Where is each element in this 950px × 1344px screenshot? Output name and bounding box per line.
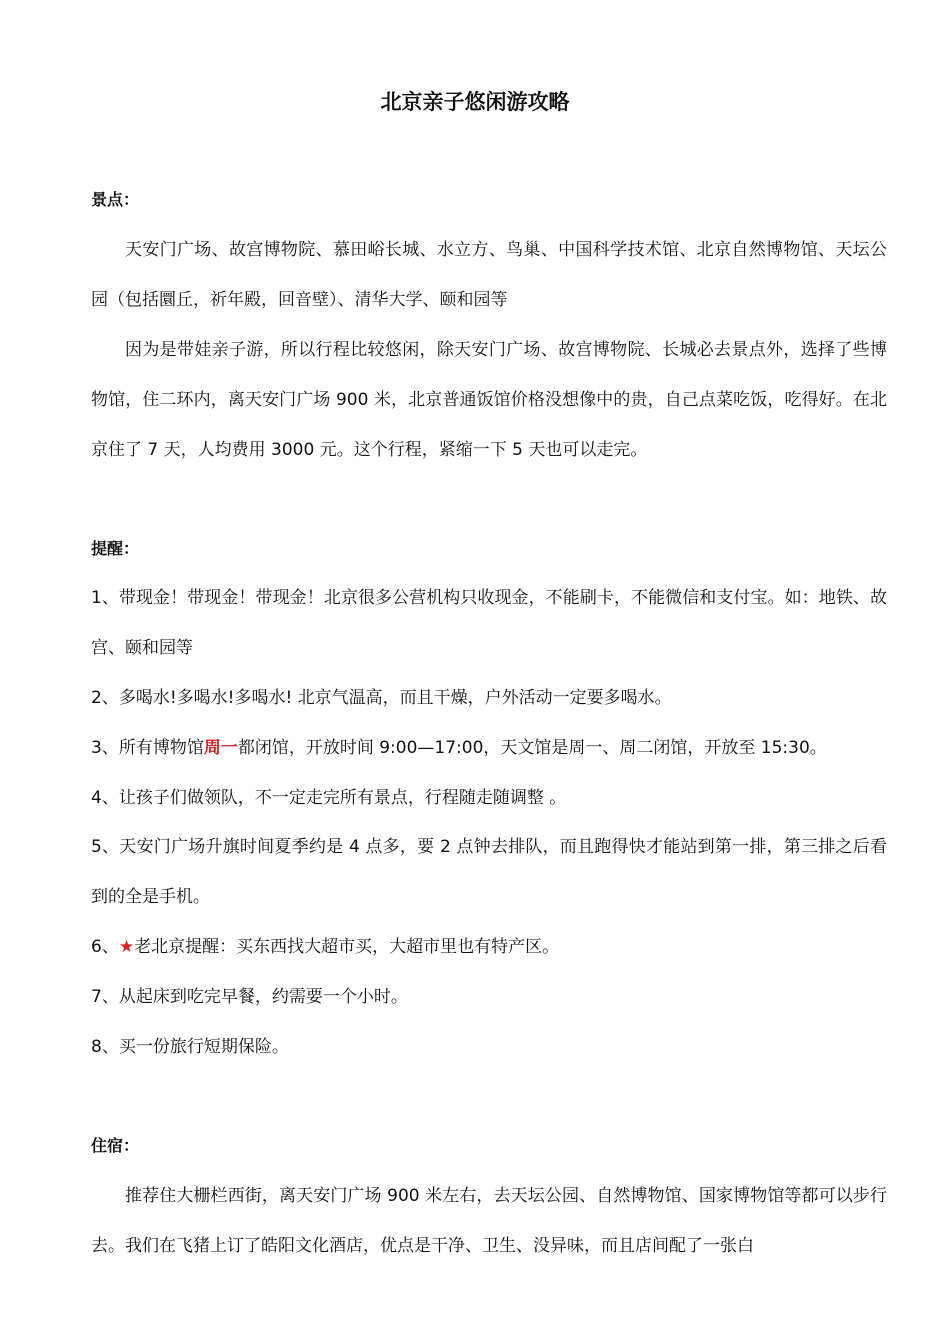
attractions-paragraph-2: 因为是带娃亲子游，所以行程比较悠闲，除天安门广场、故宫博物院、长城必去景点外，选择了些博物馆，住二环内，离天安门广场 900 米，北京普通饭馆价格没想像中的贵，自己点菜吃饭，吃得好。在北京住了 7 天，人均费用 3000 元。这个行程，紧缩一下 5 天也可以走完。: [91, 340, 887, 460]
page-title: 北京亲子悠闲游攻略: [380, 90, 570, 114]
attractions-paragraph-1: 天安门广场、故宫博物院、慕田峪长城、水立方、鸟巢、中国科学技术馆、北京自然博物馆、天坛公园（包括圜丘，祈年殿，回音壁）、清华大学、颐和园等: [91, 240, 887, 310]
reminder-item-5: 5、天安门广场升旗时间夏季约是 4 点多，要 2 点钟去排队，而且跑得快才能站到第一排，第三排之后看到的全是手机。: [91, 837, 887, 907]
reminder-item-3-highlight: 周一: [203, 738, 238, 758]
reminder-item-3-suffix: 都闭馆，开放时间 9:00—17:00，天文馆是周一、周二闭馆，开放至 15:30。: [237, 738, 827, 758]
section-heading-attractions: 景点：: [91, 190, 140, 209]
reminder-item-8: 8、买一份旅行短期保险。: [91, 1037, 289, 1057]
reminder-item-3: [91, 735, 891, 761]
reminder-item-4: 4、让孩子们做领队，不一定走完所有景点，行程随走随调整 。: [91, 788, 567, 808]
reminder-item-6: [91, 934, 891, 960]
star-icon: ★: [118, 937, 135, 957]
reminder-item-3-prefix: 3、所有博物馆: [91, 738, 204, 758]
section-heading-reminders: 提醒：: [91, 539, 140, 558]
section-heading-lodging: 住宿：: [91, 1136, 140, 1155]
lodging-paragraph-1: 推荐住大栅栏西街，离天安门广场 900 米左右，去天坛公园、自然博物馆、国家博物馆等都可以步行去。我们在飞猪上订了皓阳文化酒店，优点是干净、卫生、没异味，而且店间配了一张白: [91, 1186, 887, 1256]
reminder-item-2: 2、多喝水!多喝水!多喝水! 北京气温高，而且干燥，户外活动一定要多喝水。: [91, 688, 672, 708]
reminder-item-6-text: 老北京提醒：买东西找大超市买，大超市里也有特产区。: [134, 937, 560, 957]
reminder-item-6-prefix: 6、: [91, 937, 119, 957]
reminder-item-7: 7、从起床到吃完早餐，约需要一个小时。: [91, 987, 408, 1007]
reminder-item-1: 1、带现金！带现金！带现金！北京很多公营机构只收现金，不能刷卡，不能微信和支付宝。如：地铁、故宫、颐和园等: [91, 588, 887, 658]
